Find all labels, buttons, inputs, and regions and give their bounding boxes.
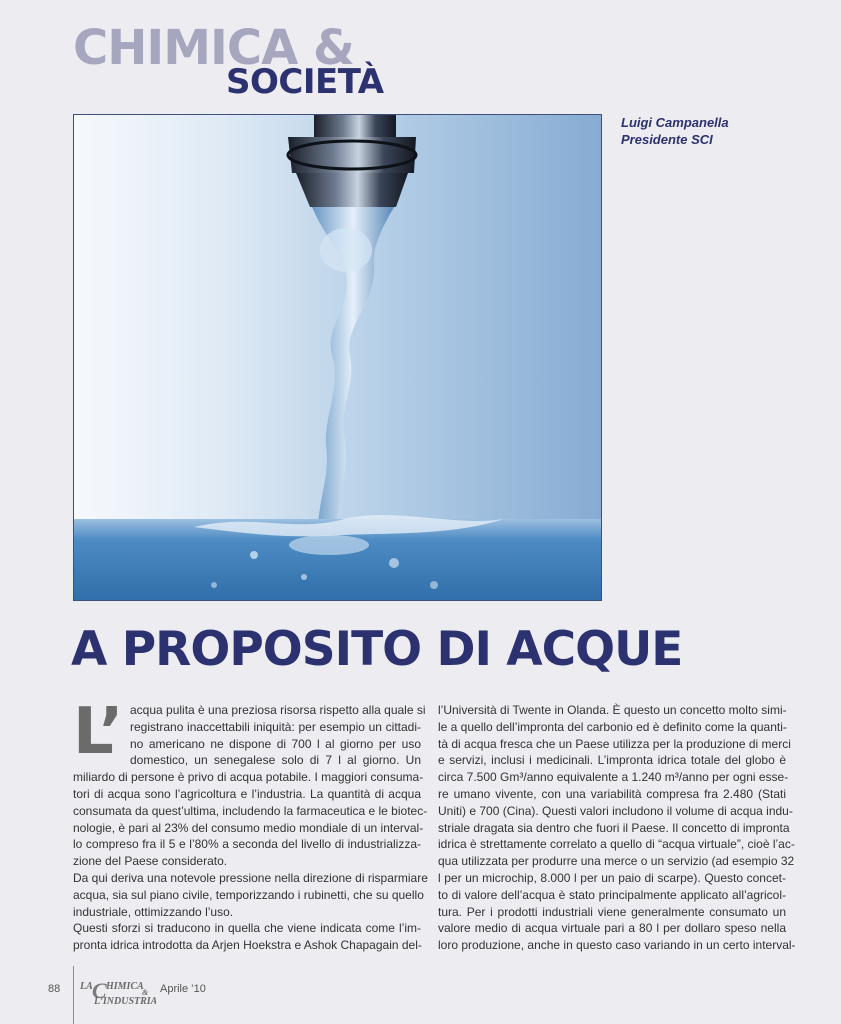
article-line: e servizi, inclusi i medicinali. L’impronta idrica totale del globo è: [438, 753, 786, 768]
article-line: tà di acqua fresca che un Paese utilizza per la produzione di merci: [438, 736, 791, 751]
article-line: l per un microchip, 8.000 l per un paio di scarpe). Questo concet-: [438, 870, 786, 885]
author-name: Luigi Campanella: [621, 115, 729, 130]
article-headline: A PROPOSITO DI ACQUE: [71, 622, 683, 677]
svg-text:C: C: [92, 978, 107, 1003]
article-line: pronta idrica introdotta da Arjen Hoekstra e Ashok Chapagain del-: [73, 938, 422, 953]
article-line: tori di acqua sono l’agricoltura e l’industria. La quantità di acqua: [73, 786, 421, 801]
article-line: consumata da quest’ultima, includendo la farmaceutica e le biotec-: [73, 803, 428, 818]
byline: [621, 114, 729, 148]
svg-text:HIMICA: HIMICA: [106, 981, 144, 992]
footer-divider: [73, 966, 74, 1024]
article-line: no americano ne dispone di 700 l al giorno per uso: [130, 736, 421, 751]
article-column-left: [73, 695, 428, 954]
article-line: tura. Per i prodotti industriali viene generalmente consumato un: [438, 904, 786, 919]
article-line: valore medio di acqua virtuale pari a 80 l per dollaro speso nella: [438, 921, 786, 936]
article-line: re umano vivente, con una variabilità compresa fra 2.480 (Stati: [438, 786, 786, 801]
article-line: nologie, è pari al 23% del consumo medio mondiale di un interval-: [73, 820, 424, 835]
issue-date: Aprile ’10: [160, 983, 206, 995]
section-subtitle: SOCIETÀ: [226, 62, 384, 102]
article-column-right: [438, 702, 796, 954]
article-line: industriale, ottimizzando l’uso.: [73, 904, 234, 919]
section-title: CHIMICA &: [73, 20, 354, 76]
article-line: l’Università di Twente in Olanda. È questo un concetto molto simi-: [438, 703, 787, 717]
article-line: registrano inaccettabili iniquità: per esempio un cittadi-: [130, 719, 421, 734]
article-line: to di valore dell’acqua è stato principalmente applicato all’agricol-: [438, 887, 786, 902]
article-line: le a quello dell’impronta del carbonio ed è definito come la quanti-: [438, 719, 787, 734]
article-line: lo compreso fra il 5 e l’80% a seconda del livello di industrializza-: [73, 837, 421, 852]
article-line: striale dragata sia dentro che fuori il Paese. Il concetto di impronta: [438, 820, 790, 835]
svg-text:LA: LA: [80, 981, 93, 992]
water-tap-photo: [73, 114, 602, 601]
article-line: qua utilizzata per produrre una merce o un servizio (ad esempio 32: [438, 854, 795, 869]
article-line: zione del Paese considerato.: [73, 854, 228, 869]
page-number: 88: [48, 983, 61, 995]
article-line: Da qui deriva una notevole pressione nella direzione di risparmiare: [73, 870, 428, 885]
magazine-logo: [80, 976, 156, 1011]
article-line: Questi sforzi si traducono in quella che viene indicata come l’im-: [73, 921, 421, 936]
article-line: loro produzione, anche in questo caso variando in un certo interval-: [438, 938, 796, 953]
article-line: idrica è strettamente correlato a quello di “acqua virtuale”, cioè l’ac-: [438, 837, 795, 852]
author-role: Presidente SCI: [621, 132, 713, 147]
article-line: miliardo di persone è privo di acqua potabile. I maggiori consuma-: [73, 770, 424, 785]
svg-text:&: &: [142, 988, 149, 997]
article-line: domestico, un senegalese solo di 7 l al giorno. Un: [130, 753, 421, 768]
svg-text:L’INDUSTRIA: L’INDUSTRIA: [94, 996, 156, 1007]
article-line: acqua, sia sul piano civile, temporizzando i rubinetti, che su quello: [73, 887, 424, 902]
drop-cap: L’: [73, 695, 124, 769]
article-line: Uniti) e 700 (Cina). Questi valori includono il volume di acqua indu-: [438, 803, 793, 818]
article-line: acqua pulita è una preziosa risorsa rispetto alla quale si: [130, 703, 426, 717]
article-line: circa 7.500 Gm³/anno equivalente a 1.240 m³/anno per ogni esse-: [438, 770, 789, 785]
